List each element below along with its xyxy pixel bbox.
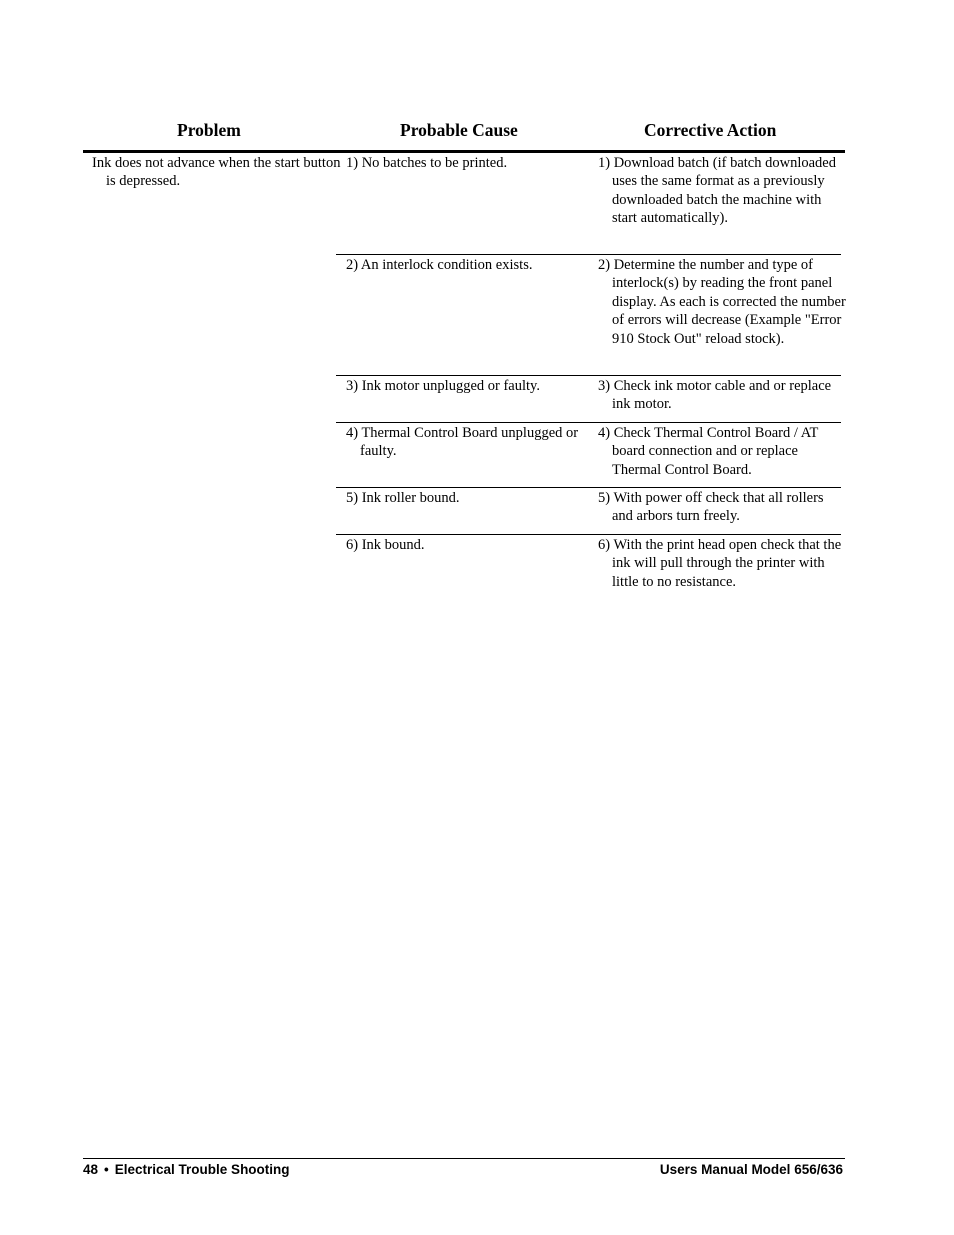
action-cell: 4) Check Thermal Control Board / AT board connection and or replace Thermal Control Board. xyxy=(598,425,819,478)
table-row xyxy=(336,254,846,347)
section-title: Electrical Trouble Shooting xyxy=(114,1162,290,1177)
action-cell: 6) With the print head open check that the ink will pull through the printer with little to no resistance. xyxy=(598,537,842,590)
footer-rule xyxy=(83,1158,845,1159)
action-cell: 1) Download batch (if batch downloaded uses the same format as a previously downloaded batch the machine with start automatically). xyxy=(598,155,836,227)
header-probable-cause: Probable Cause xyxy=(400,120,518,140)
cause-cell: 4) Thermal Control Board unplugged or faulty. xyxy=(346,425,579,460)
problem-description: Ink does not advance when the start button is depressed. xyxy=(92,155,341,190)
action-cell: 2) Determine the number and type of interlock(s) by reading the front panel display. As each is corrected the number of errors will decrease (Example "Error 910 Stock Out" reload stock). xyxy=(598,257,846,347)
manual-title: Users Manual Model 656/636 xyxy=(659,1162,843,1177)
header-corrective-action: Corrective Action xyxy=(644,120,777,140)
action-cell: 5) With power off check that all rollers and arbors turn freely. xyxy=(598,490,824,525)
action-cell: 3) Check ink motor cable and or replace ink motor. xyxy=(598,378,832,413)
table-row xyxy=(336,422,841,478)
header-problem: Problem xyxy=(177,120,241,140)
cause-cell: 1) No batches to be printed. xyxy=(346,155,508,171)
bullet-separator: • xyxy=(104,1162,109,1177)
cause-cell: 2) An interlock condition exists. xyxy=(346,257,533,273)
table-row xyxy=(336,534,842,590)
cause-cell: 5) Ink roller bound. xyxy=(346,490,460,506)
table-header xyxy=(83,118,845,144)
footer-section xyxy=(83,1162,290,1177)
table-row xyxy=(336,487,841,525)
cause-cell: 6) Ink bound. xyxy=(346,537,425,553)
page-number: 48 xyxy=(83,1162,99,1177)
table-row xyxy=(336,375,841,413)
cause-cell: 3) Ink motor unplugged or faulty. xyxy=(346,378,540,394)
header-rule xyxy=(83,150,845,153)
